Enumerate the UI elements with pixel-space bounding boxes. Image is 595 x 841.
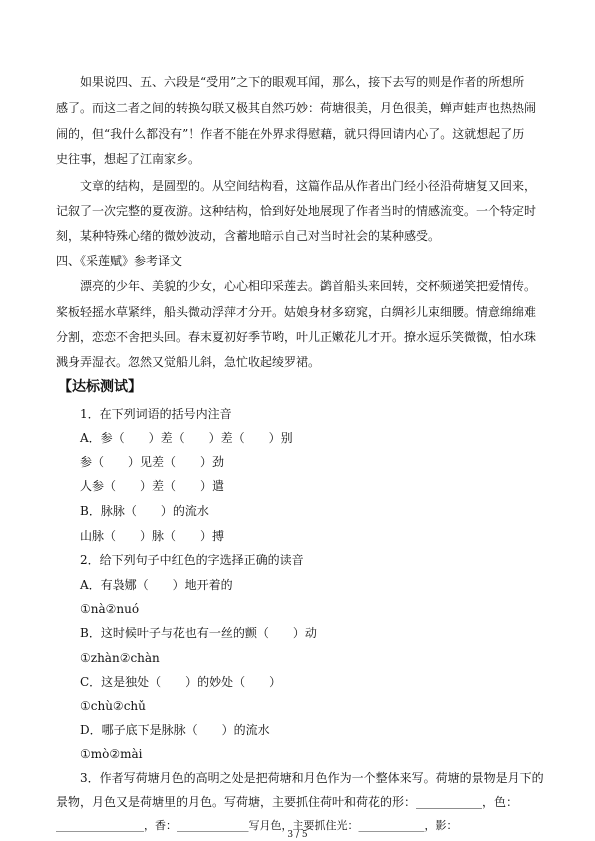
question-stem: 1．在下列词语的括号内注音 xyxy=(80,407,232,421)
section-heading: 四、《采莲赋》参考译文 xyxy=(56,254,183,268)
question-option: C．这是独处（ ）的妙处（ ） xyxy=(80,675,282,689)
question-stem: 3．作者写荷塘月色的高明之处是把荷塘和月色作为一个整体来写。荷塘的景物是月下的 xyxy=(80,771,544,785)
paragraph-line: 漂亮的少年、美貌的少女，心心相印采莲去。鹢首船头来回转，交杯频递笑把爱情传。 xyxy=(80,279,537,293)
paragraph-line: 刻，某种特殊心绪的微妙波动，含蓄地暗示自己对当时社会的某种感受。 xyxy=(56,229,441,243)
fill-in-line: ________________，香：_____________写月色，主要抓住光：____________，影： xyxy=(56,819,458,832)
pinyin-choices: ①chù②chǔ xyxy=(80,699,146,713)
paragraph-line: 闹的，但“我什么都没有”！作者不能在外界求得慰藉，就只得回请内心了。这就想起了历 xyxy=(56,127,525,141)
paragraph-line: 分割，恋恋不舍把头回。春末夏初好季节哟，叶儿正嫩花儿才开。撩水逗乐笑微微，怕水珠 xyxy=(56,330,537,344)
fill-in-line: 景物，月色又是荷塘里的月色。写荷塘，主要抓住荷叶和荷花的形：___________，色： xyxy=(56,795,519,809)
page-number: 3 / 5 xyxy=(287,830,308,840)
paragraph-line: 记叙了一次完整的夏夜游。这种结构，恰到好处地展现了作者当时的情感流变。一个特定时 xyxy=(56,204,537,218)
paragraph-line: 如果说四、五、六段是“受用”之下的眼观耳闻，那么，接下去写的则是作者的所想所 xyxy=(80,75,525,89)
paragraph-line: 文章的结构，是圆型的。从空间结构看，这篇作品从作者出门经小径沿荷塘复又回来， xyxy=(80,179,537,193)
paragraph-line: 感了。而这二者之间的转换勾联又极其自然巧妙：荷塘很美，月色很美，蝉声蛙声也热热闹 xyxy=(56,101,537,115)
question-option: A．有袅娜（ ）地开着的 xyxy=(80,578,233,592)
paragraph-line: 史往事，想起了江南家乡。 xyxy=(56,152,201,166)
test-section-title: 【达标测试】 xyxy=(58,379,142,395)
question-stem: 2．给下列句子中红色的字选择正确的读音 xyxy=(80,553,304,567)
question-option: D．哪子底下是脉脉（ ）的流水 xyxy=(80,723,270,737)
pinyin-choices: ①mò②mài xyxy=(80,747,143,761)
question-option: 人参（ ）差（ ）遣 xyxy=(80,479,225,493)
question-option: 山脉（ ）脉（ ）搏 xyxy=(80,529,225,543)
paragraph-line: 桨板轻摇水草紧绊，船头微动浮萍才分开。姑娘身材多窈窕，白绸衫儿束细腰。情意绵绵难 xyxy=(56,305,537,319)
question-option: B．脉脉（ ）的流水 xyxy=(80,504,209,518)
question-option: 参（ ）见差（ ）劲 xyxy=(80,455,225,469)
question-option: B．这时候叶子与花也有一丝的颤（ ）动 xyxy=(80,626,317,640)
pinyin-choices: ①zhàn②chàn xyxy=(80,651,160,665)
pinyin-choices: ①nà②nuó xyxy=(80,602,140,616)
paragraph-line: 溅身弄湿衣。忽然又觉船儿斜，急忙收起绫罗裙。 xyxy=(56,355,321,369)
question-option: A．参（ ）差（ ）差（ ）别 xyxy=(80,431,293,445)
